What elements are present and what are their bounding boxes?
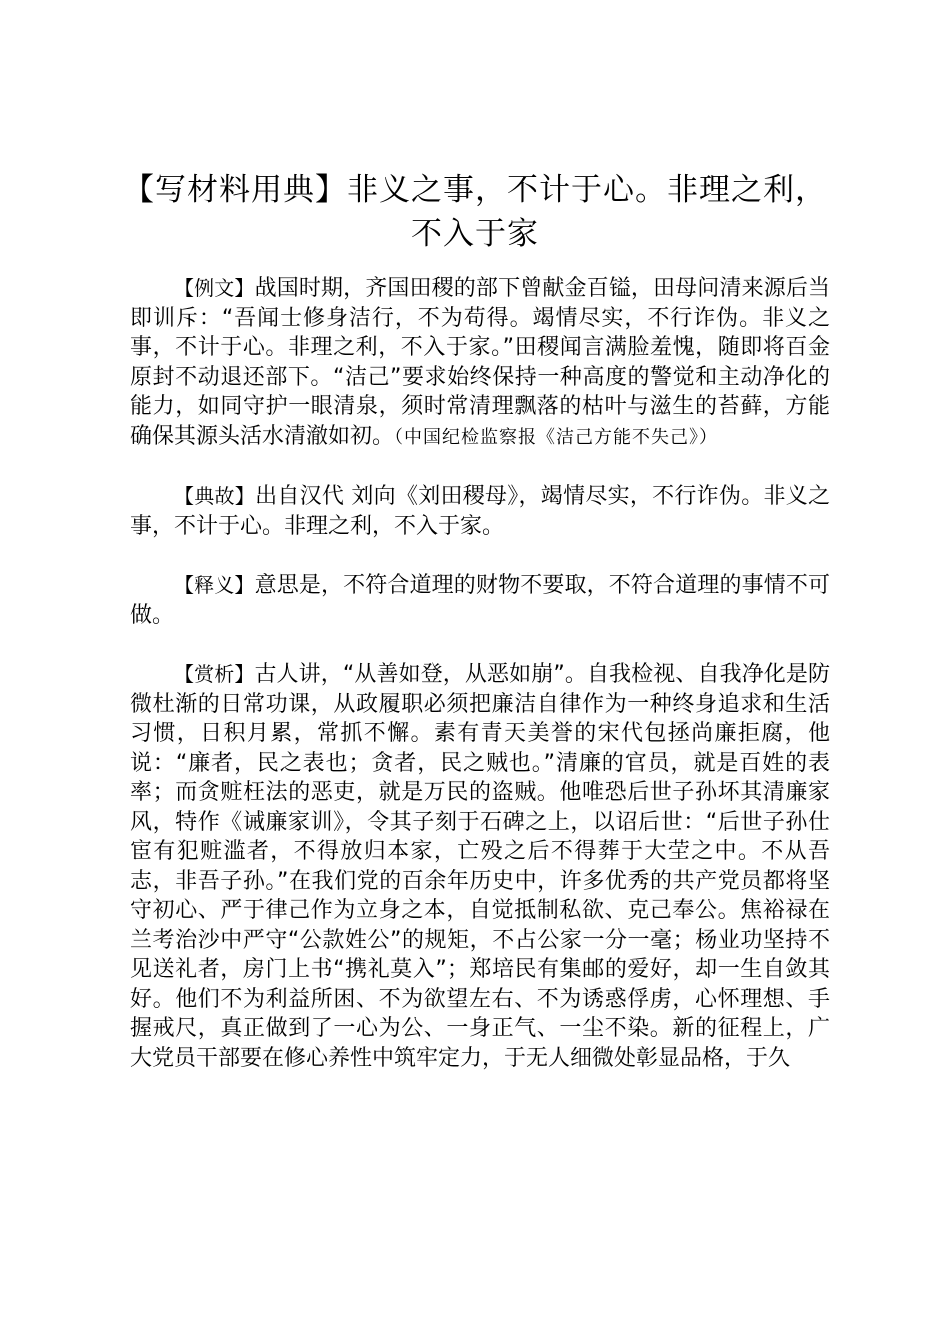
- paragraph-meaning: [130, 571, 830, 630]
- meaning-tag: 【释义】: [174, 573, 255, 597]
- allusion-tag: 【典故】: [174, 484, 256, 508]
- allusion-text: 出自汉代 刘向《刘田稷母》，竭情尽实，不行诈伪。非义之事，不计于心。非理之利，不入于家。: [130, 484, 831, 539]
- example-source: （中国纪检监察报《洁己方能不失己》）: [394, 426, 719, 448]
- paragraph-allusion: [130, 482, 830, 541]
- appreciation-text: 古人讲，“从善如登，从恶如崩”。自我检视、自我净化是防微杜渐的日常功课，从政履职必须把廉洁自律作为一种终身追求和生活习惯，日积月累，常抓不懈。素有青天美誉的宋代包拯尚廉拒腐，他说：“廉者，民之表也；贪者，民之贼也。”清廉的官员，就是百姓的表率；而贪赃枉法的恶吏，就是万民的盗贼。他唯恐后世子孙坏其清廉家风，特作《诫廉家训》，令其子刻于石碑之上，以诏后世：“后世子孙仕宦有犯赃滥者，不得放归本家，亡殁之后不得葬于大茔之中。不从吾志，非吾子孙。”在我们党的百余年历史中，许多优秀的共产党员都将坚守初心、严于律己作为立身之本，自觉抵制私欲、克己奉公。焦裕禄在兰考治沙中严守“公款姓公”的规矩，不占公家一分一毫；杨业功坚持不见送礼者，房门上书“携礼莫入”；郑培民有集邮的爱好，却一生自敛其好。他们不为利益所困、不为欲望左右、不为诱惑俘虏，心怀理想、手握戒尺，真正做到了一心为公、一身正气、一尘不染。新的征程上，广大党员干部要在修心养性中筑牢定力，于无人细微处彰显品格，于久: [130, 662, 831, 1071]
- example-text: 战国时期，齐国田稷的部下曾献金百镒，田母问清来源后当即训斥：“吾闻士修身洁行，不为苟得。竭情尽实，不行诈伪。非义之事，不计于心。非理之利，不入于家。”田稷闻言满脸羞愧，随即将百金原封不动退还部下。“洁己”要求始终保持一种高度的警觉和主动净化的能力，如同守护一眼清泉，须时常清理飘落的枯叶与滋生的苔藓，方能确保其源头活水清澈如初。: [130, 276, 830, 449]
- appreciation-tag: 【赏析】: [174, 662, 255, 686]
- paragraph-appreciation: [130, 660, 830, 1073]
- page-title: 【写材料用典】非义之事，不计于心。非理之利，不入于家: [123, 172, 827, 252]
- meaning-text: 意思是，不符合道理的财物不要取，不符合道理的事情不可做。: [130, 573, 830, 628]
- example-tag: 【例文】: [174, 276, 255, 300]
- document-body: [130, 274, 830, 1073]
- paragraph-example: [130, 274, 830, 452]
